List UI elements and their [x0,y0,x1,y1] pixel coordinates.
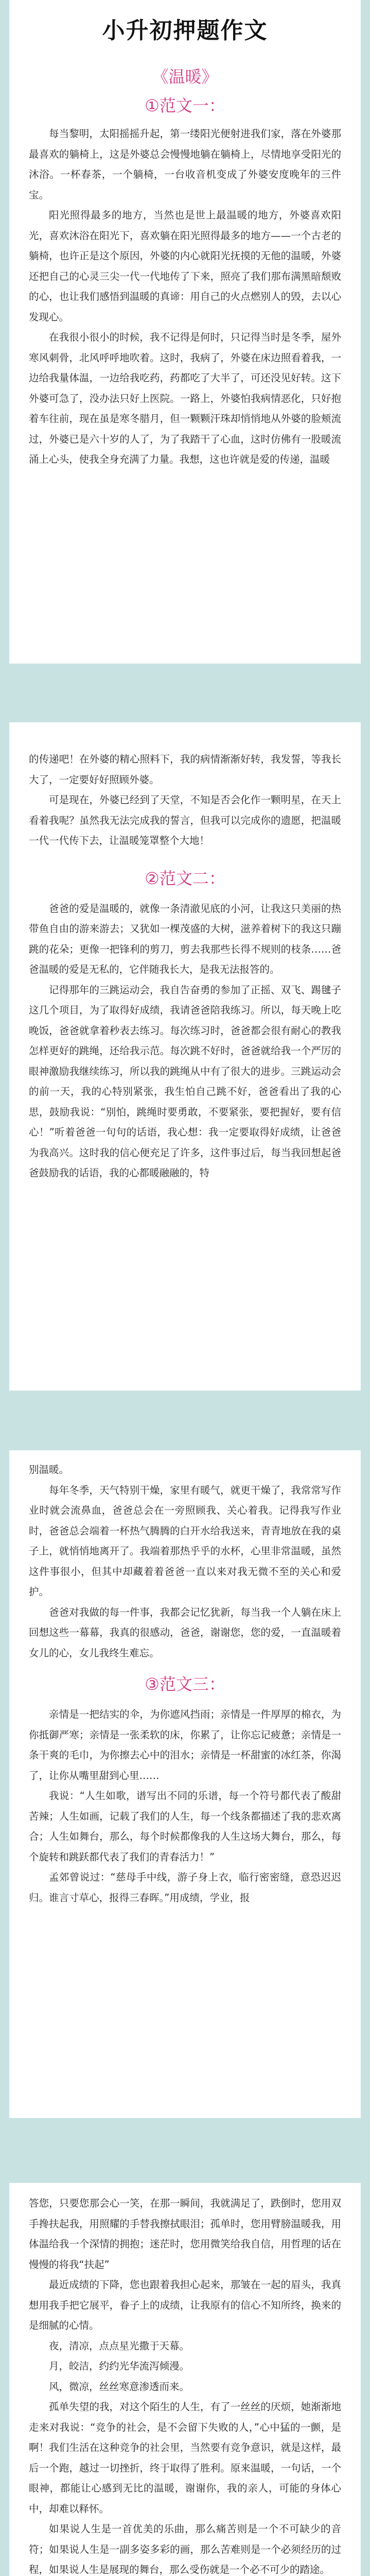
paragraph: 每年冬季，天气特别干燥，家里有暖气，就更干燥了，我常常写作业时就会流鼻血，爸爸总会在一旁照顾我、关心着我。记得我写作业时，爸爸总会端着一杯热气腾腾的白开水给我送来，青青地放在我的桌子上，就悄悄地离开了。我端着那热乎乎的水杯，心里非常温暖，虽然这件事很小，但其中却藏着着爸爸一直以来对我无微不至的关心和爱护。 [29,1484,341,1598]
paragraph: 孟郊曾说过：“慈母手中线，游子身上衣，临行密密缝，意恐迟迟归。谁言寸草心，报得三春晖。”用成绩，学业，报 [29,1871,341,1904]
essay-card-2 [9,722,361,1391]
paragraph: 的传递吧！在外婆的精心照料下，我的病情渐渐好转，我发誓，等我长大了，一定要好好照顾外婆。 [29,753,341,786]
essay-title: 《温暖》 [152,67,218,87]
section-title-3: ③范文三： [145,1674,225,1694]
essay-body-2 [29,899,341,1183]
essay-body-3 [29,1704,341,1908]
paragraph: 亲情是一把结实的伞，为你遮风挡雨；亲情是一件厚厚的棉衣，为你抵御严寒；亲情是一张柔软的床，你累了，让你忘记疲惫；亲情是一条干爽的毛巾，为你擦去心中的泪水；亲情是一杯甜蜜的冰红茶，你渴了，让你从嘴里甜到心里…… [29,1708,341,1782]
paragraph: 我说：“人生如歌，谱写出不同的乐谱，每一个符号都代表了酸甜苦辣；人生如画，记载了我们的人生，每一个线条都描述了我的悲欢离合；人生如舞台，那么，每个时候都像我的人生这场大舞台，那么，每个旋转和跳跃都代表了我们的青春活力！” [29,1790,341,1863]
paragraph: 爸爸的爱是温暖的，就像一条清澈见底的小河，让我这只美丽的热带鱼自由的游来游去；又犹如一棵茂盛的大树，滋养着树下的我这只蹦跳的花朵；更像一把锋利的剪刀，剪去我那些长得不规则的枝条……爸爸温暖的爱是无私的，它伴随我长大，是我无法报答的。 [29,902,341,975]
essay-card-4 [9,2183,361,2576]
essay-body-1 [29,124,341,470]
paragraph: 孤单失望的我，对这个陌生的人生，有了一丝丝的厌烦，她渐渐地走来对我说：“竞争的社会，是不会留下失败的人，”心中猛的一颤，是啊！我们生活在这种竞争的社会里，当然要有竞争意识，就是这样，最后一个跑，越过一切挫折，终于取得了胜利。原来温暖，一句话，一个眼神，都能让心感到无比的温暖，谢谢你，我的亲人，可能的身体心中，却难以释怀。 [29,2401,341,2515]
paragraph: 答您，只要您那会心一笑，在那一瞬间，我就满足了，跌倒时，您用双手搀扶起我，用照耀的手替我擦拭眼泪；孤单时，您用臂膀温暖我，用体温给我一个深情的拥抱；迷茫时，您用微笑给我自信，用哲理的话在慢慢的将我“扶起” [29,2197,341,2270]
essay-card-3 [9,1450,361,2118]
paragraph: 阳光照得最多的地方，当然也是世上最温暖的地方，外婆喜欢阳光，喜欢沐浴在阳光下，喜欢躺在阳光照得最多的地方——一个古老的躺椅，也许正是这个原因，外婆的内心就阳光抚摸的无他的温暖，外婆还把自己的心灵三尖一代一代地传了下来，照亮了我们那布满黑暗颓败的心，也让我们感悟到温暖的真谛：用自己的火点燃别人的毁，去以心发现心。 [29,209,341,323]
section-title-2: ②范文二： [145,868,225,888]
paragraph: 可是现在，外婆已经到了天堂，不知是否会化作一颗明星，在天上看着我呢？虽然我无法完成我的誓言，但我可以完成你的遗愿，把温暖一代一代传下去，让温暖笼罩整个大地！ [29,794,341,846]
paragraph: 爸爸对我做的每一件事，我都会记忆犹新，每当我一个人躺在床上回想这些一幕幕，我真的很感动，爸爸，谢谢您，您的爱，一直温暖着女儿的心，女儿我终生难忘。 [29,1606,341,1659]
paragraph: 月，皎洁，约约光华流泻倾漫。 [49,2360,190,2372]
essay-card-1 [9,0,361,664]
paragraph: 在我很小很小的时候，我不记得是何时，只记得当时是冬季，屋外寒风刺骨，北风呼呼地吹着。这时，我病了，外婆在床边照看着我，一边给我量体温，一边给我吃药，药都吃了大半了，可还没见好转。这下外婆可急了，没办法只好上医院。一路上，外婆怕我病情恶化，只好抱着车往前，现在虽是寒冬腊月，但一颗颗汗珠却悄悄地从外婆的脸颊流过，外婆已是六十岁的人了，为了我踏干了心血，这时仿佛有一股暖流涌上心头，使我全身充满了力量。我想，这也许就是爱的传递，温暖 [29,331,341,465]
section-title-1: ①范文一： [145,96,225,115]
essay-body-2-continued [29,1460,341,1663]
paragraph: 如果说人生是一首优美的乐曲，那么痛苦则是一个不可缺少的音符；如果说人生是一副多姿多彩的画，那么苦难则是一个必须经历的过程，如果说人生是展现的舞台，那么受伤就是一个必不可少的踏途。 [29,2523,341,2575]
paragraph: 夜，清凉，点点星光撒于天幕。 [49,2340,190,2352]
paragraph: 风，微凉，丝丝寒意渗透而来。 [49,2380,190,2393]
main-title: 小升初押题作文 [102,18,268,44]
essay-body-1-continued [29,749,341,851]
paragraph: 记得那年的三跳运动会，我自告奋勇的参加了正摇、双飞、踢毽子这几个项目，为了取得好成绩，我请爸爸陪我练习。所以，每天晚上吃晚饭，爸爸就拿着秒表去练习。每次练习时，爸爸都会很有耐心的教我怎样更好的跳绳，还给我示范。每次跳不好时，爸爸就给我一个严厉的眼神激励我继续练习，所以我的跳绳从中有了很大的进步。三跳运动会的前一天，我的心特别紧张，我生怕自己跳不好，爸爸看出了我的心思，鼓励我说：“别怕，跳绳时要勇敢，不要紧张，要把握好，要有信心！”听着爸爸一句句的话语，我心想：我一定要取得好成绩，让爸爸为我高兴。这时我的信心便充足了许多，这件事过后，每当我回想起爸爸鼓励我的话语，我的心都暖融融的，特 [29,984,341,1179]
paragraph: 每当黎明，太阳摇摇升起，第一缕阳光便射进我们家，落在外婆那最喜欢的躺椅上，这是外婆总会慢慢地躺在躺椅上，尽情地享受阳光的沐浴。一杯春茶，一个躺椅，一台收音机变成了外婆安度晚年的三件宝。 [29,128,341,201]
paragraph: 别温暖。 [29,1464,69,1476]
essay-body-3-continued [29,2193,341,2576]
paragraph: 最近成绩的下降，您也跟着我担心起来，那皱在一起的眉头，我真想用我手把它展平，眷子上的成绩，让我原有的信心不知所终，换来的是细腻的心情。 [29,2279,341,2331]
